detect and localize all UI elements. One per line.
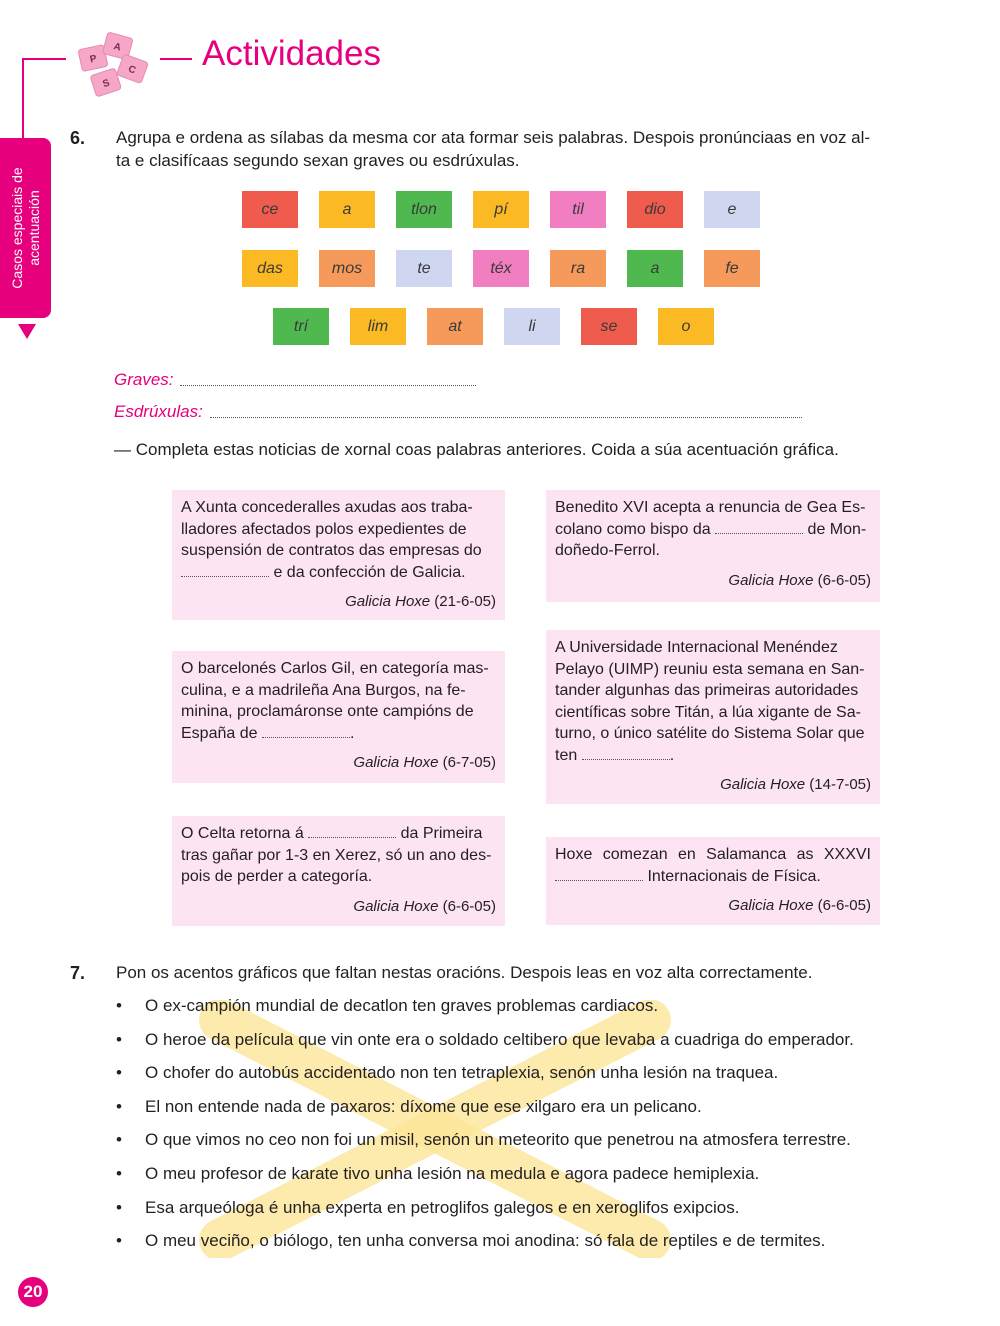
syllable-chip: se (581, 308, 637, 345)
news-source: Galicia Hoxe (345, 593, 431, 610)
news-text-before: Benedito XVI acepta a renuncia de Gea Escolano como bispo da (555, 499, 866, 538)
tile-a: A (112, 41, 123, 54)
news-text-after: e da confección de Galicia. (269, 563, 466, 581)
page-title: Actividades (202, 34, 381, 73)
exercise-7-instructions: Pon os acentos gráficos que faltan nestas oracións. Despois leas en voz alta correctamente. (116, 963, 813, 982)
news-text-after: . (669, 746, 675, 764)
graves-label: Graves: (114, 370, 174, 389)
news-text-after: da Primeira tras gañar por 1-3 en Xerez, só un ano despois de perder a categoría. (181, 825, 492, 885)
news-blank[interactable] (308, 823, 396, 838)
syllable-chip: pí (473, 191, 529, 228)
syllable-chip: tlon (396, 191, 452, 228)
esdruxulas-label: Esdrúxulas: (114, 402, 203, 421)
news-blank[interactable] (582, 745, 670, 760)
triangle-down-icon (18, 324, 36, 339)
syllable-chip: a (319, 191, 375, 228)
sentence-item: • O chofer do autobús accidentado non ten tetraplexia, senón unha lesión na traquea. (113, 1062, 913, 1096)
news-box-2 (546, 490, 880, 602)
news-source: Galicia Hoxe (353, 754, 439, 771)
syllable-chip: trí (273, 308, 329, 345)
letter-tiles-logo (68, 28, 160, 104)
exercise-6-number: 6. (70, 128, 86, 148)
news-text-after: Internacionais de Física. (643, 867, 821, 885)
news-text-before: A Universidade Internacional Menéndez Pelayo (UIMP) reuniu esta semana en Santander algunhas das primeiras autoridades científicas sobre Titán, a lúa xigante de Saturno, o único satélite do Sistema Solar que ten (555, 639, 865, 764)
news-blank[interactable] (555, 866, 643, 881)
tile-s: S (101, 77, 112, 91)
exercise-7-number: 7. (70, 963, 86, 983)
tile-c: C (126, 63, 138, 77)
news-box-5 (172, 816, 505, 926)
section-side-tab (0, 138, 51, 318)
side-tab-line1: Casos especiais de (8, 167, 25, 289)
page-number: 20 (18, 1277, 48, 1307)
syllable-chip: ra (550, 250, 606, 287)
news-source: Galicia Hoxe (728, 571, 814, 589)
news-blank[interactable] (715, 519, 803, 534)
news-blank[interactable] (181, 562, 269, 577)
syllable-chip: a (627, 250, 683, 287)
news-date: (6-6-05) (813, 897, 871, 914)
syllable-chip: te (396, 250, 452, 287)
syllable-chip: fe (704, 250, 760, 287)
header-rule-vertical (22, 58, 24, 140)
syllable-chip: das (242, 250, 298, 287)
esdruxulas-answer-line[interactable] (210, 417, 802, 418)
graves-answer-line[interactable] (180, 385, 476, 386)
syllable-row-3 (273, 308, 714, 345)
syllable-chip: ce (242, 191, 298, 228)
syllable-row-1 (242, 191, 760, 228)
news-date: (6-6-05) (438, 897, 496, 915)
sentence-item: • O meu profesor de karate tivo unha lesión na medula e agora padece hemiplexia. (113, 1163, 913, 1197)
news-date: (6-6-05) (813, 571, 871, 589)
news-text-before: A Xunta concederalles axudas aos traballadores afectados polos expedientes de suspensión de contratos das empresas do (181, 499, 482, 559)
news-box-1 (172, 490, 505, 620)
sentence-item: • Esa arqueóloga é unha experta en petroglifos galegos e en xeroglifos exipcios. (113, 1197, 913, 1231)
syllable-chip: til (550, 191, 606, 228)
syllable-row-2 (242, 250, 760, 287)
tile-p: P (88, 53, 98, 66)
header-rule-right (160, 58, 192, 60)
syllable-chip: téx (473, 250, 529, 287)
news-source: Galicia Hoxe (728, 897, 814, 914)
exercise-6-line2: ta e clasifícaas segundo sexan graves ou esdrúxulas. (116, 151, 520, 170)
syllable-chip: mos (319, 250, 375, 287)
exercise-6-subtask: — Completa estas noticias de xornal coas palabras anteriores. Coida a súa acentuación gráfica. (114, 440, 839, 459)
exercise-6-line1: Agrupa e ordena as sílabas da mesma cor ata formar seis palabras. Despois pronúnciaas en voz al- (116, 128, 871, 147)
syllable-chip: e (704, 191, 760, 228)
syllable-chip: at (427, 308, 483, 345)
news-date: (14-7-05) (805, 776, 871, 793)
news-blank[interactable] (262, 723, 350, 738)
syllable-chip: li (504, 308, 560, 345)
sentence-item: • O meu veciño, o biólogo, ten unha conversa moi anodina: só fala de reptiles e de termites. (113, 1230, 913, 1264)
news-source: Galicia Hoxe (720, 776, 806, 793)
news-date: (6-7-05) (438, 754, 496, 771)
sentence-item: • El non entende nada de paxaros: díxome que ese xilgaro era un pelicano. (113, 1096, 913, 1130)
news-text-before: O barcelonés Carlos Gil, en categoría masculina, e a madrileña Ana Burgos, na feminina, proclamáronse onte campións de España de (181, 660, 489, 742)
exercise-6-instructions (116, 126, 916, 172)
news-date: (21-6-05) (430, 593, 496, 610)
sentence-item: • O ex-campión mundial de decatlon ten graves problemas cardiacos. (113, 995, 913, 1029)
news-text-before: O Celta retorna á (181, 825, 309, 842)
sentence-item: • O que vimos no ceo non foi un misil, senón un meteorito que penetrou na atmosfera terrestre. (113, 1129, 913, 1163)
news-text-after: de Mondoñedo-Ferrol. (555, 520, 867, 559)
news-box-4 (546, 630, 880, 804)
news-text-after: . (349, 724, 355, 742)
news-text-before: Hoxe comezan en Salamanca as XXXVI (555, 846, 871, 863)
sentence-item: • O heroe da película que vin onte era o soldado celtibero que levaba a cuadriga do emperador. (113, 1029, 913, 1063)
news-box-3 (172, 651, 505, 783)
header-rule-left (22, 58, 66, 60)
syllable-chip: lim (350, 308, 406, 345)
side-tab-line2: acentuación (25, 190, 42, 266)
news-box-6 (546, 837, 880, 925)
syllable-chip: o (658, 308, 714, 345)
syllable-chip: dio (627, 191, 683, 228)
sentence-list (113, 995, 913, 1264)
side-tab-label (9, 167, 43, 288)
news-source: Galicia Hoxe (353, 897, 439, 915)
